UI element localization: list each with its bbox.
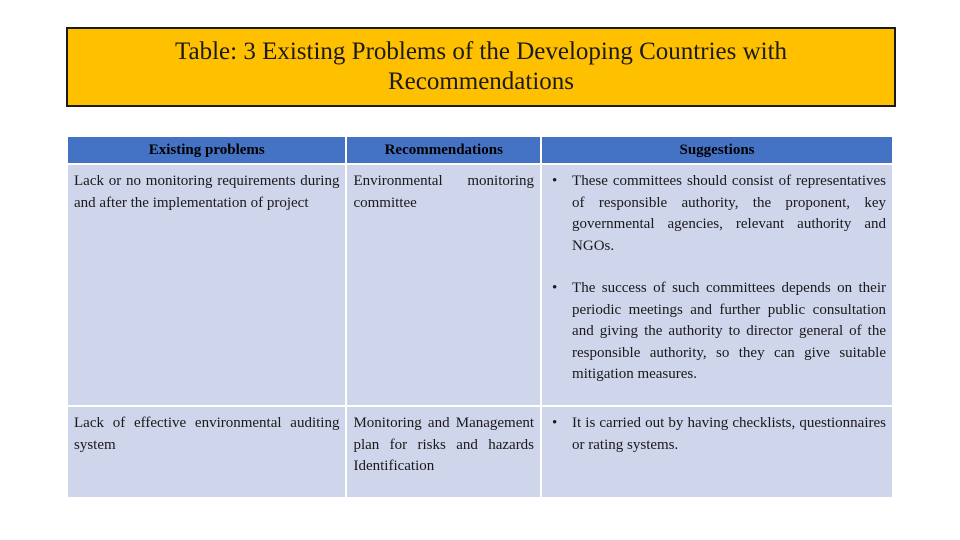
bullet-icon: • <box>552 415 558 431</box>
suggestion-list <box>548 171 886 386</box>
suggestion-text: It is carried out by having checklists, questionnaires or rating systems. <box>572 415 886 453</box>
header-suggestions: Suggestions <box>542 137 892 163</box>
bullet-icon: • <box>552 280 558 296</box>
suggestion-item <box>548 171 886 257</box>
suggestion-list <box>548 413 886 456</box>
problem-cell: Lack or no monitoring requirements during and after the implementation of project <box>68 165 345 405</box>
recommendation-cell: Environmental monitoring committee <box>347 165 540 405</box>
title-banner <box>66 27 896 107</box>
table-row <box>68 165 892 405</box>
problems-table <box>66 135 894 499</box>
table-row <box>68 407 892 497</box>
header-recommendations: Recommendations <box>347 137 540 163</box>
header-existing-problems: Existing problems <box>68 137 345 163</box>
page-title: Table: 3 Existing Problems of the Developing Countries with Recommendations <box>174 38 788 95</box>
suggestions-cell <box>542 407 892 497</box>
suggestion-item <box>548 278 886 386</box>
suggestions-cell <box>542 165 892 405</box>
recommendation-cell: Monitoring and Management plan for risks and hazards Identification <box>347 407 540 497</box>
table-header-row <box>68 137 892 163</box>
problem-cell: Lack of effective environmental auditing system <box>68 407 345 497</box>
bullet-icon: • <box>552 173 558 189</box>
suggestion-text: The success of such committees depends on their periodic meetings and further public consultation and giving the authority to director general of the responsible authority, so they can give suitable mitigation measures. <box>572 280 886 382</box>
suggestion-text: These committees should consist of representatives of responsible authority, the proponent, key governmental agencies, relevant authority and NGOs. <box>572 173 886 254</box>
suggestion-item <box>548 413 886 456</box>
